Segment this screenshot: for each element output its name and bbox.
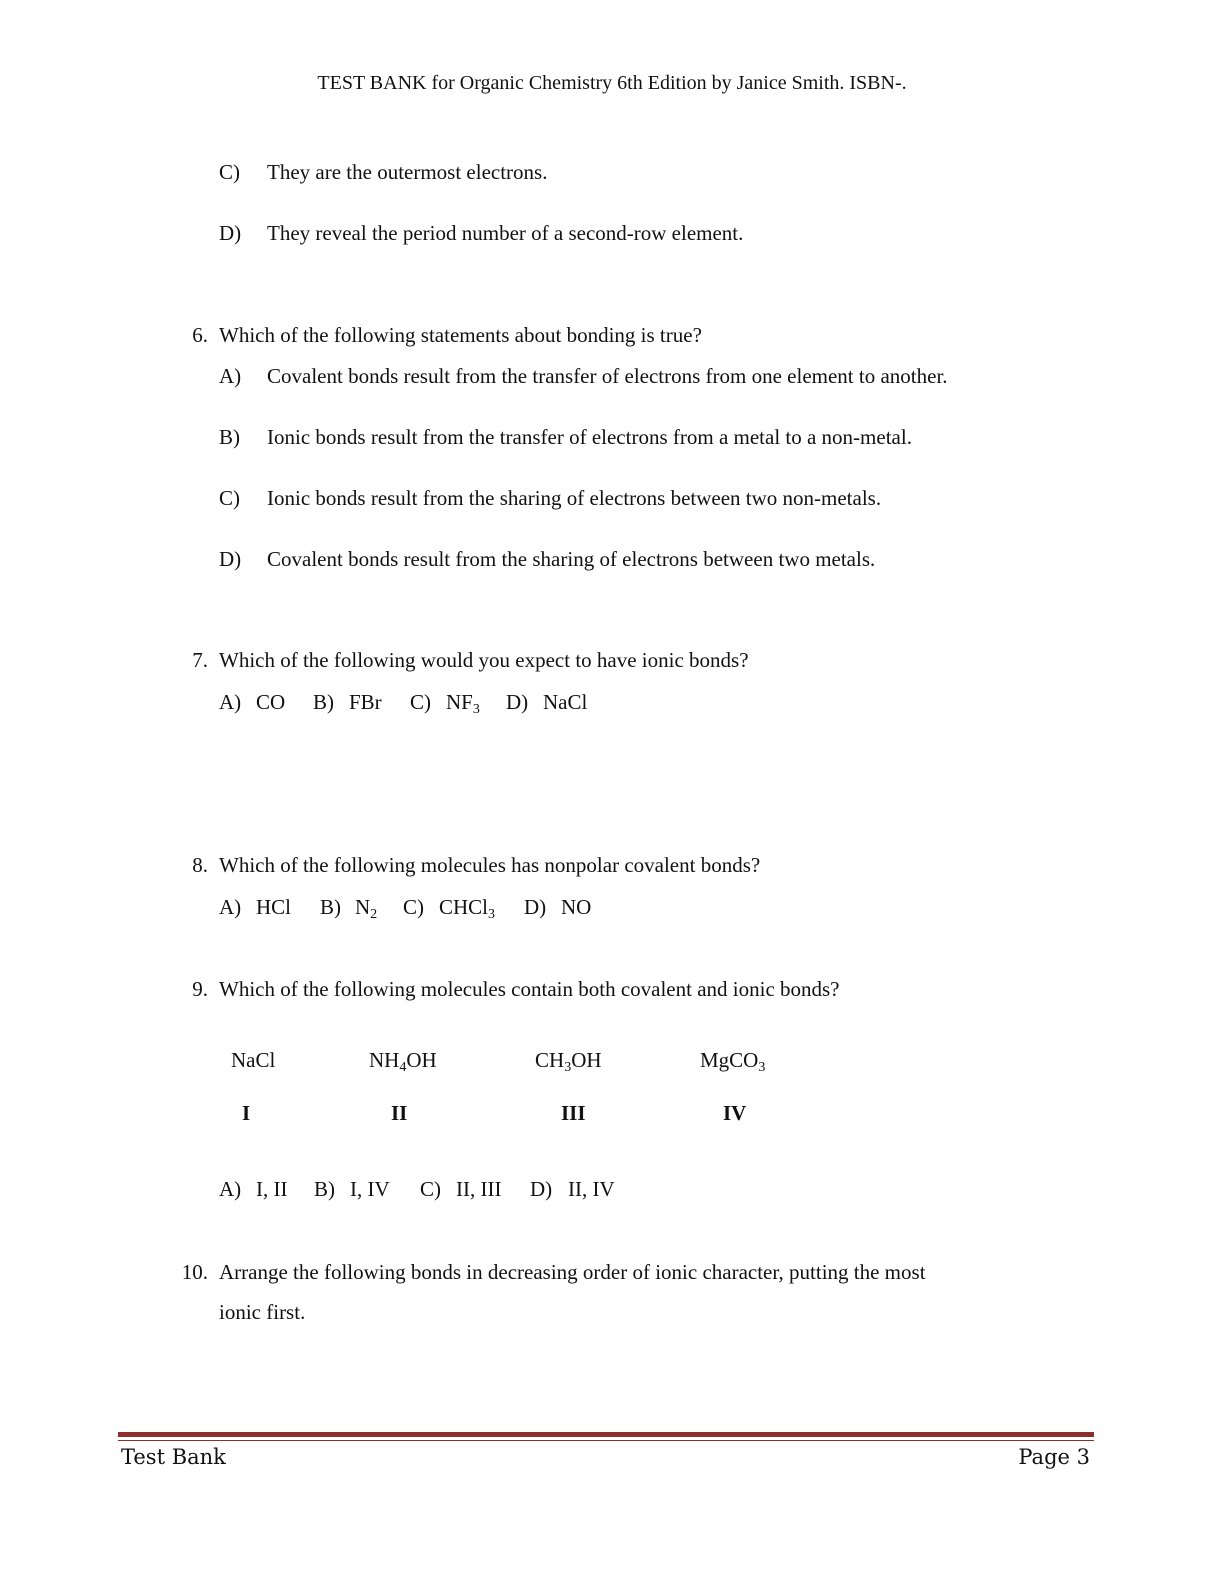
q7-choice-d: NaCl — [543, 690, 588, 714]
q7-choice-b-label: B) — [313, 690, 334, 714]
footer-left: Test Bank — [121, 1445, 226, 1469]
q9-question: Which of the following molecules contain both covalent and ionic bonds? — [219, 977, 840, 1001]
q6-option-b-label: B) — [219, 425, 240, 449]
q9-roman-2: II — [391, 1101, 408, 1125]
q10-question-line2: ionic first. — [219, 1300, 306, 1324]
q8-choice-a-label: A) — [219, 895, 242, 919]
q8-choice-c-label: C) — [403, 895, 424, 919]
q6-option-c-text: Ionic bonds result from the sharing of electrons between two non-metals. — [267, 486, 882, 510]
footer-rule-thick — [118, 1432, 1094, 1437]
q7-choice-a: CO — [256, 690, 286, 714]
q9-roman-3: III — [561, 1101, 586, 1125]
q6-option-c-label: C) — [219, 486, 240, 510]
q8-number: 8. — [192, 853, 208, 877]
q10-number: 10. — [181, 1260, 208, 1284]
q7-question: Which of the following would you expect to have ionic bonds? — [219, 648, 749, 672]
q9-choice-d: II, IV — [568, 1177, 615, 1201]
q5-option-d-label: D) — [219, 221, 242, 245]
q7-choice-d-label: D) — [506, 690, 529, 714]
q9-choice-d-label: D) — [530, 1177, 553, 1201]
q8-choice-a: HCl — [256, 895, 292, 919]
q5-option-c-text: They are the outermost electrons. — [267, 160, 548, 184]
q6-option-a-label: A) — [219, 364, 242, 388]
q6-option-d-label: D) — [219, 547, 242, 571]
q9-compound-4: MgCO$_3$ — [700, 1048, 766, 1075]
q9-compound-3: $CH_3OH$ — [535, 1048, 602, 1075]
q9-choice-a: I, II — [256, 1177, 288, 1201]
q8-choice-c: CHCl$_3$ — [439, 895, 496, 922]
q5-option-c-label: C) — [219, 160, 240, 184]
q8-choice-b: $N_2$ — [355, 895, 378, 922]
q7-choice-a-label: A) — [219, 690, 242, 714]
footer-rule-thin — [118, 1440, 1094, 1441]
q8-choice-b-label: B) — [320, 895, 341, 919]
q8-choice-d: NO — [561, 895, 592, 919]
q10-question-line1: Arrange the following bonds in decreasing order of ionic character, putting the most — [219, 1260, 926, 1284]
footer-page-number: Page 3 — [1018, 1445, 1090, 1469]
q9-choice-a-label: A) — [219, 1177, 242, 1201]
q5-option-d-text: They reveal the period number of a second-row element. — [267, 221, 744, 245]
q9-roman-1: I — [242, 1101, 251, 1125]
q9-compound-1: NaCl — [231, 1048, 276, 1072]
q7-choice-c-label: C) — [410, 690, 431, 714]
page-header: TEST BANK for Organic Chemistry 6th Edition by Janice Smith. ISBN-. — [317, 72, 907, 94]
q9-choice-c: II, III — [456, 1177, 502, 1201]
q6-option-a-text: Covalent bonds result from the transfer of electrons from one element to another. — [267, 364, 948, 388]
q9-choice-b: I, IV — [350, 1177, 390, 1201]
q8-question: Which of the following molecules has nonpolar covalent bonds? — [219, 853, 761, 877]
q6-option-b-text: Ionic bonds result from the transfer of electrons from a metal to a non-metal. — [267, 425, 912, 449]
q6-number: 6. — [192, 323, 208, 347]
q7-choice-c: $NF_3$ — [446, 690, 480, 717]
q9-compound-2: $NH_4OH$ — [369, 1048, 437, 1075]
q9-roman-4: IV — [723, 1101, 747, 1125]
q7-choice-b: FBr — [349, 690, 382, 714]
q6-question: Which of the following statements about bonding is true? — [219, 323, 702, 347]
q9-number: 9. — [192, 977, 208, 1001]
q9-choice-b-label: B) — [314, 1177, 335, 1201]
q7-number: 7. — [192, 648, 208, 672]
q6-option-d-text: Covalent bonds result from the sharing of electrons between two metals. — [267, 547, 876, 571]
q8-choice-d-label: D) — [524, 895, 547, 919]
q9-choice-c-label: C) — [420, 1177, 441, 1201]
